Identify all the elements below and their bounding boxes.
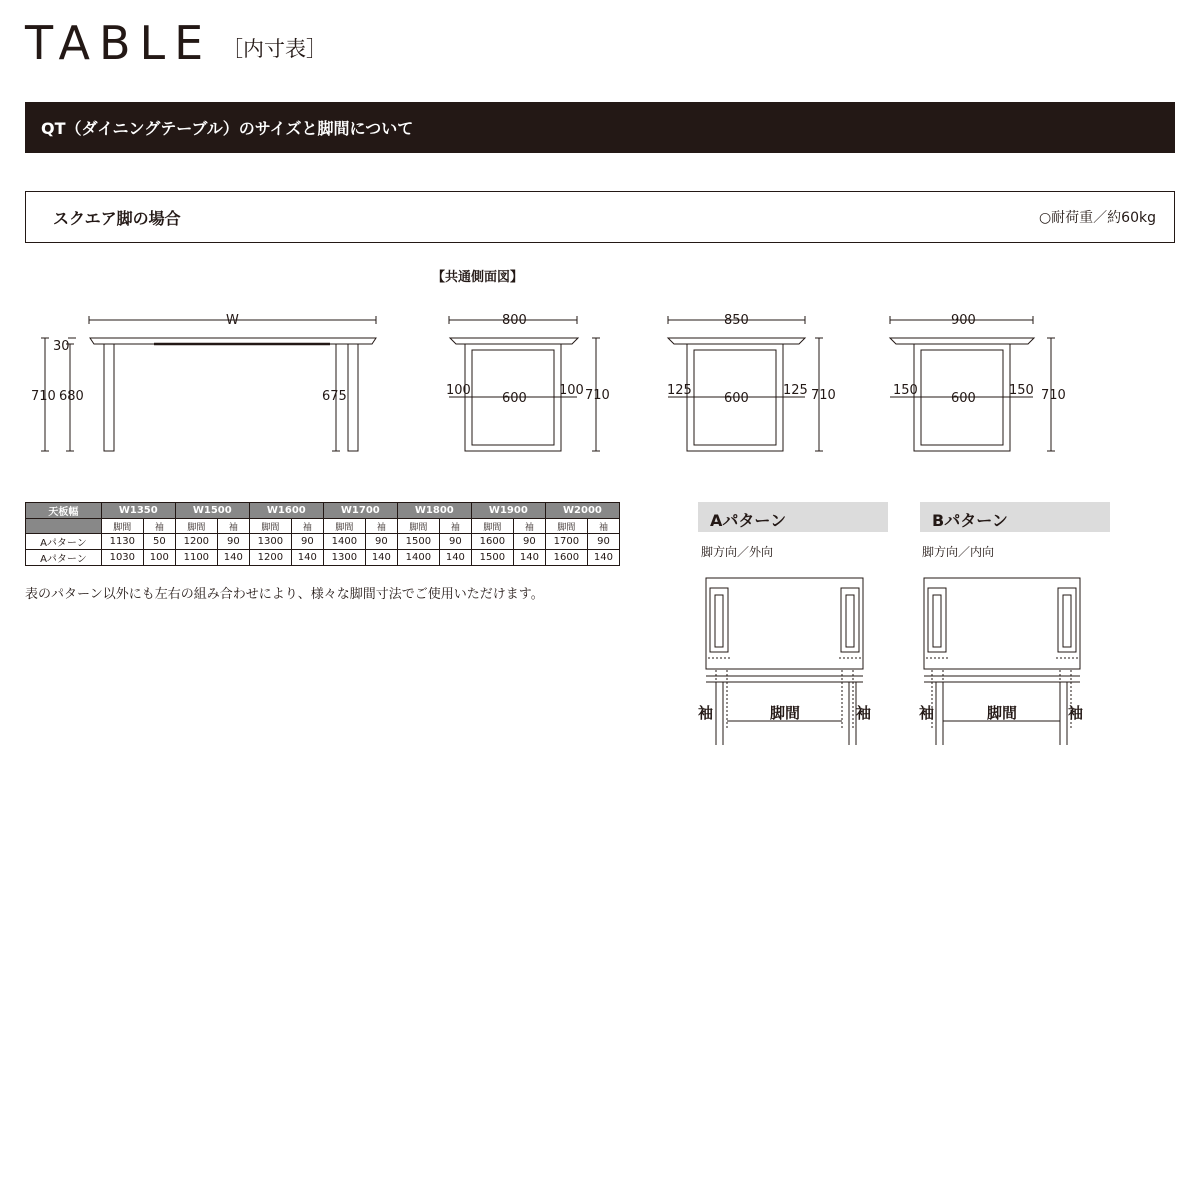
corner-cell: 天板幅 [26,503,102,519]
leg-height-label: 680 [59,389,84,404]
cell: 140 [365,550,397,566]
cell: 1600 [545,550,587,566]
side-inner-label: 600 [502,391,527,406]
gap-header: 脚間 [323,519,365,534]
table-row [26,534,620,550]
cell: 1100 [175,550,217,566]
dimension-table [25,502,620,566]
cell: 1600 [471,534,513,550]
pattern-b-header [920,502,1110,532]
sleeve-header: 袖 [217,519,249,534]
load-capacity: ○耐荷重／約60kg [1038,210,1156,226]
cell: 140 [513,550,545,566]
width-header: W1600 [249,503,323,519]
pattern-b-title: Bパターン [932,511,1008,530]
gap-header: 脚間 [545,519,587,534]
cell: 90 [587,534,619,550]
side-width-label: 850 [724,313,749,328]
cell: 90 [291,534,323,550]
pattern-diagrams [690,570,1130,760]
dimension-drawings [0,300,1200,470]
cell: 1300 [249,534,291,550]
cell: 1200 [175,534,217,550]
corner-cell-lower [26,519,102,534]
cell: 1030 [101,550,143,566]
pattern-a-direction: 脚方向／外向 [701,545,774,559]
cell: 140 [587,550,619,566]
cell: 140 [439,550,471,566]
sleeve-header: 袖 [587,519,619,534]
sleeve-label-left: 袖 [919,704,935,722]
cell: 90 [513,534,545,550]
side-offset-label: 100 [446,383,471,398]
cell: 90 [217,534,249,550]
cell: 1400 [397,550,439,566]
banner-text: QT（ダイニングテーブル）のサイズと脚間について [41,119,414,138]
pattern-a-title: Aパターン [710,511,787,530]
cell: 90 [439,534,471,550]
gap-header: 脚間 [397,519,439,534]
side-height-label: 710 [585,388,610,403]
page-subtitle: ［内寸表］ [222,37,327,61]
cell: 140 [217,550,249,566]
section-banner [25,102,1175,153]
sleeve-header: 袖 [439,519,471,534]
width-header: W2000 [545,503,619,519]
table-subheader-row [26,519,620,534]
side-inner-label: 600 [951,391,976,406]
cell: 50 [143,534,175,550]
table-row [26,550,620,566]
sleeve-label-right: 袖 [856,704,872,722]
total-height-label: 710 [31,389,56,404]
side-offset-label: 150 [1009,383,1034,398]
top-thickness-label: 30 [53,339,70,354]
sleeve-header: 袖 [513,519,545,534]
front-width-label: W [226,313,239,328]
cell: 1500 [397,534,439,550]
width-header: W1700 [323,503,397,519]
cell: 140 [291,550,323,566]
common-side-view-label: 【共通側面図】 [432,270,524,285]
leg-type-box [25,191,1175,243]
side-height-label: 710 [1041,388,1066,403]
pattern-b-direction: 脚方向／内向 [922,545,995,559]
front-view-drawing [41,316,376,451]
cell: 1200 [249,550,291,566]
pattern-a-header [698,502,888,532]
sleeve-header: 袖 [291,519,323,534]
side-inner-label: 600 [724,391,749,406]
gap-header: 脚間 [175,519,217,534]
side-offset-label: 150 [893,383,918,398]
sleeve-label-left: 袖 [698,704,714,722]
cell: 1300 [323,550,365,566]
gap-header: 脚間 [249,519,291,534]
row-label: Aパターン [26,534,102,550]
width-header: W1800 [397,503,471,519]
row-label: Aパターン [26,550,102,566]
sleeve-label-right: 袖 [1068,704,1084,722]
width-header: W1500 [175,503,249,519]
leg-height-label-2: 675 [322,389,347,404]
cell: 1400 [323,534,365,550]
cell: 1500 [471,550,513,566]
side-offset-label: 125 [783,383,808,398]
side-height-label: 710 [811,388,836,403]
side-width-label: 800 [502,313,527,328]
usage-note: 表のパターン以外にも左右の組み合わせにより、様々な脚間寸法でご使用いただけます。 [25,587,544,602]
leg-type-title: スクエア脚の場合 [53,209,181,228]
cell: 1130 [101,534,143,550]
width-header: W1900 [471,503,545,519]
side-offset-label: 100 [559,383,584,398]
cell: 100 [143,550,175,566]
sleeve-header: 袖 [365,519,397,534]
side-offset-label: 125 [667,383,692,398]
gap-header: 脚間 [471,519,513,534]
leg-gap-label: 脚間 [987,704,1018,722]
width-header: W1350 [101,503,175,519]
cell: 1700 [545,534,587,550]
cell: 90 [365,534,397,550]
table-header-row [26,503,620,519]
gap-header: 脚間 [101,519,143,534]
side-width-label: 900 [951,313,976,328]
sleeve-header: 袖 [143,519,175,534]
leg-gap-label: 脚間 [770,704,801,722]
page-title: TABLE [25,16,213,70]
